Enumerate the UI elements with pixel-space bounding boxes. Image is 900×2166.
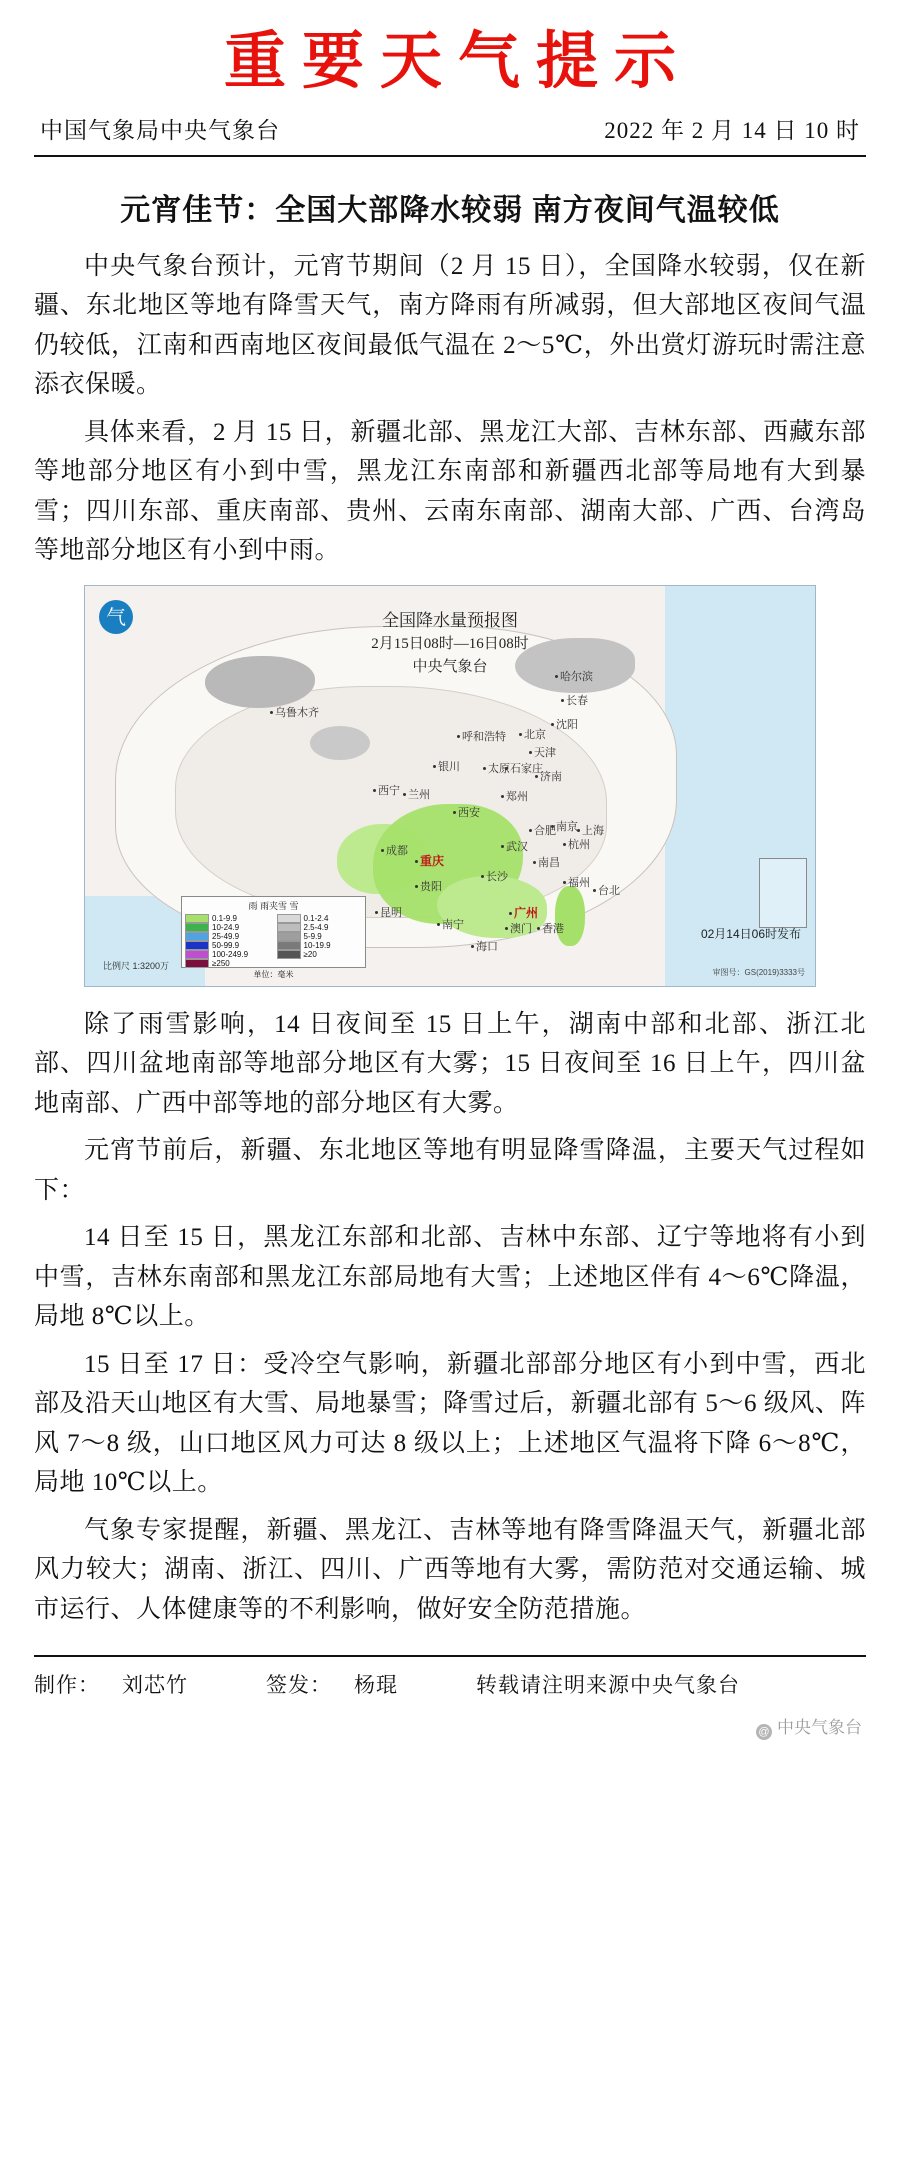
map-city-label: 乌鲁木齐: [270, 704, 319, 720]
map-city-label: 天津: [529, 744, 556, 760]
map-city-label: 南昌: [533, 854, 560, 870]
issuer-name: 中国气象局中央气象台: [40, 117, 280, 143]
map-city-label: 福州: [563, 874, 590, 890]
legend-swatch: [277, 923, 301, 932]
map-city-label: 南宁: [437, 916, 464, 932]
map-city-label: 武汉: [501, 838, 528, 854]
map-city-label: 太原: [483, 760, 510, 776]
map-city-label: 昆明: [375, 904, 402, 920]
map-city-label: 呼和浩特: [457, 728, 506, 744]
legend-row: [185, 923, 271, 932]
legend-row: [277, 950, 363, 959]
precipitation-forecast-map: [84, 585, 816, 987]
article-paragraph: 14 日至 15 日，黑龙江东部和北部、吉林中东部、辽宁等地将有小到中雪，吉林东南部和黑龙江东部局地有大雪；上述地区伴有 4～6℃降温，局地 8℃以上。: [34, 1224, 866, 1330]
legend-swatch: [185, 959, 209, 968]
legend-swatch: [277, 914, 301, 923]
article-paragraph: 中央气象台预计，元宵节期间（2 月 15 日），全国降水较弱，仅在新疆、东北地区等地有降雪天气，南方降雨有所减弱，但大部地区夜间气温仍较低，江南和西南地区夜间最低气温在 2～5℃，外出赏灯游玩时需注意添衣保暖。: [34, 252, 866, 398]
legend-label: ≥250: [212, 958, 230, 968]
legend-row: [185, 914, 271, 923]
legend-label: 10-19.9: [303, 940, 331, 950]
legend-label: 25-49.9: [212, 931, 240, 941]
map-scale-label: 比例尺 1:3200万: [103, 960, 170, 971]
snow-area-tibet: [310, 726, 370, 760]
map-city-label: 哈尔滨: [555, 668, 593, 684]
legend-swatch: [185, 932, 209, 941]
map-period: 2月15日08时—16日08时: [371, 636, 529, 652]
signer-label: 签发：: [266, 1673, 332, 1697]
document-footer: [34, 1655, 866, 1699]
legend-row: [185, 959, 271, 968]
legend-label: 5-9.9: [303, 931, 322, 941]
map-city-label: 海口: [471, 938, 498, 954]
map-city-label: 长沙: [481, 868, 508, 884]
legend-label: 2.5-4.9: [303, 922, 329, 932]
map-city-label: 西宁: [373, 782, 400, 798]
map-city-label: 杭州: [563, 836, 590, 852]
legend-label: 10-24.9: [212, 922, 240, 932]
article-paragraph: 元宵节前后，新疆、东北地区等地有明显降雪降温，主要天气过程如下：: [34, 1137, 866, 1204]
map-city-label: 兰州: [403, 786, 430, 802]
map-city-label: 香港: [537, 920, 564, 936]
map-issue-stamp: 02月14日06时发布: [700, 926, 801, 941]
page-title: 重要天气提示: [223, 24, 692, 97]
legend-column-snow: [277, 914, 363, 968]
legend-row: [185, 941, 271, 950]
legend-label: 0.1-9.9: [212, 913, 237, 923]
reprint-notice: 转载请注明来源中央气象台: [476, 1673, 740, 1697]
map-source: 中央气象台: [412, 658, 488, 675]
map-city-label: 合肥: [529, 822, 556, 838]
map-city-label: 澳门: [505, 920, 532, 936]
watermark-text: 中央气象台: [777, 1718, 862, 1737]
legend-swatch: [277, 950, 301, 959]
watermark: [34, 1699, 866, 1752]
map-city-label: 济南: [535, 768, 562, 784]
legend-label: 50-99.9: [212, 940, 240, 950]
map-city-label: 北京: [519, 726, 546, 742]
legend-row: [277, 914, 363, 923]
legend-row: [277, 923, 363, 932]
map-city-label: 贵阳: [415, 878, 442, 894]
weibo-icon: @: [756, 1724, 772, 1740]
legend-row: [277, 932, 363, 941]
header-meta: [34, 106, 866, 157]
map-city-label: 郑州: [501, 788, 528, 804]
legend-row: [185, 950, 271, 959]
legend-swatch: [277, 932, 301, 941]
map-city-label: 西安: [453, 804, 480, 820]
legend-row: [277, 941, 363, 950]
article-paragraph: 15 日至 17 日：受冷空气影响，新疆北部部分地区有小到中雪，西北部及沿天山地区有大雪、局地暴雪；降雪过后，新疆北部有 5～6 级风、阵风 7～8 级，山口地区风力可达 8 级以上；上述地区气温将下降 6～8℃，局地 10℃以上。: [34, 1350, 866, 1496]
producer-name: 刘芯竹: [122, 1673, 188, 1697]
cma-logo-icon: 气: [99, 600, 133, 634]
issue-datetime: 2022 年 2 月 14 日 10 时: [604, 117, 860, 143]
map-city-label: 南京: [551, 818, 578, 834]
map-city-label: 重庆: [415, 852, 444, 869]
legend-swatch: [185, 923, 209, 932]
map-city-label: 成都: [381, 842, 408, 858]
legend-swatch: [277, 941, 301, 950]
map-city-label: 沈阳: [551, 716, 578, 732]
map-approval-note: 审图号：GS(2019)3333号: [712, 967, 805, 977]
map-title-block: [85, 608, 815, 679]
legend-label: ≥20: [303, 949, 317, 959]
rain-area-taiwan: [555, 886, 585, 946]
producer-label: 制作：: [34, 1673, 100, 1697]
article-paragraph: 气象专家提醒，新疆、黑龙江、吉林等地有降雪降温天气，新疆北部风力较大；湖南、浙江、四川、广西等地有大雾，需防范对交通运输、城市运行、人体健康等的不利影响，做好安全防范措施。: [34, 1516, 866, 1623]
legend-title: 雨 雨夹雪 雪: [248, 900, 299, 911]
article-headline: 元宵佳节：全国大部降水较弱 南方夜间气温较低: [120, 193, 780, 227]
legend-label: 100-249.9: [212, 949, 249, 959]
signer-name: 杨琨: [354, 1673, 398, 1697]
map-city-label: 广州: [509, 904, 538, 921]
legend-unit: 单位：毫米: [253, 969, 294, 979]
legend-swatch: [185, 941, 209, 950]
legend-swatch: [185, 950, 209, 959]
map-city-label: 银川: [433, 758, 460, 774]
map-city-label: 石家庄: [505, 760, 543, 776]
map-city-label: 长春: [561, 692, 588, 708]
map-city-label: 上海: [577, 822, 604, 838]
legend-swatch: [185, 914, 209, 923]
map-inset-south-sea: [759, 858, 807, 928]
article-paragraph: 除了雨雪影响，14 日夜间至 15 日上午，湖南中部和北部、浙江北部、四川盆地南部等地部分地区有大雾；15 日夜间至 16 日上午，四川盆地南部、广西中部等地的部分地区有大雾。: [34, 1010, 866, 1117]
map-title: 全国降水量预报图: [382, 610, 518, 630]
legend-row: [185, 932, 271, 941]
map-legend: [181, 896, 366, 979]
legend-label: 0.1-2.4: [303, 913, 329, 923]
article-paragraph: 具体来看，2 月 15 日，新疆北部、黑龙江大部、吉林东部、西藏东部等地部分地区有小到中雪，黑龙江东南部和新疆西北部等局地有大到暴雪；四川东部、重庆南部、贵州、云南东南部、湖南大部、广西、台湾岛等地部分地区有小到中雨。: [34, 418, 866, 564]
map-city-label: 台北: [593, 882, 620, 898]
legend-column-rain: [185, 914, 271, 968]
